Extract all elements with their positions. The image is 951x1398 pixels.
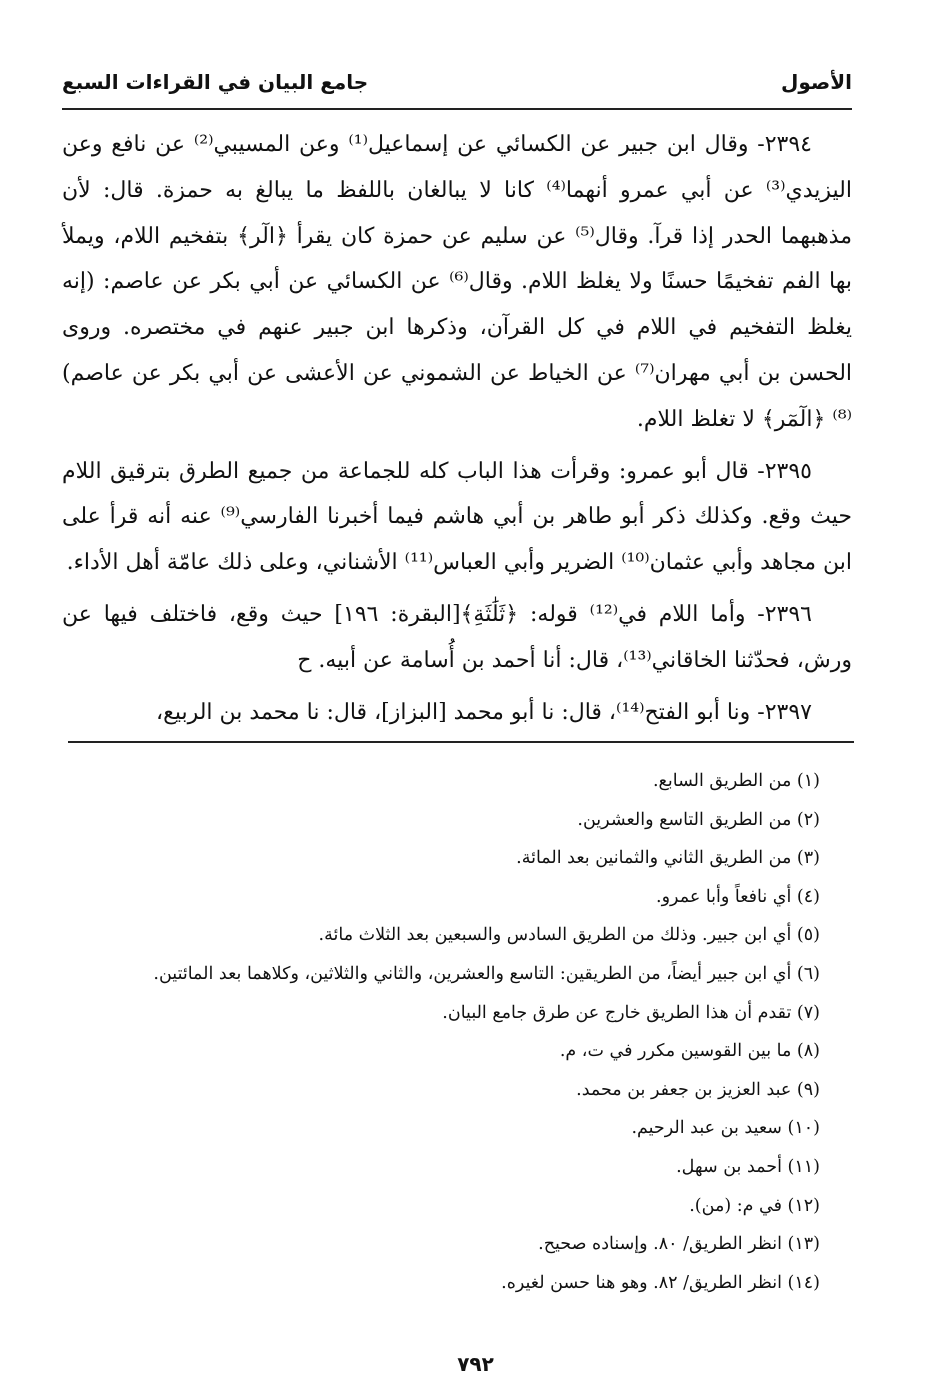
footnotes [62,762,852,1302]
footnote: (١٤) انظر الطريق/ ٨٢. وهو هنا حسن لغيره. [501,1272,820,1293]
footnote: (٦) أي ابن جبير أيضاً، من الطريقين: التاسع والعشرين، والثاني والثلاثين، وكلاهما بعد المائتين. [153,963,820,984]
footnote: (١٣) انظر الطريق/ ٨٠. وإسناده صحيح. [538,1234,820,1255]
footnote: (١١) أحمد بن سهل. [676,1156,820,1177]
footnote: (٣) من الطريق الثاني والثمانين بعد المائة. [516,848,820,869]
footnote: (٧) تقدم أن هذا الطريق خارج عن طرق جامع البيان. [442,1002,820,1023]
footnote: (١٠) سعيد بن عبد الرحيم. [631,1118,820,1139]
paragraph-2394: ٢٣٩٤- وقال ابن جبير عن الكسائي عن إسماعيل⁽¹⁾ وعن المسيبي⁽²⁾ عن نافع وعن اليزيدي⁽³⁾ عن أبي عمرو أنهما⁽⁴⁾ كانا لا يبالغان باللفظ ما يبالغ به حمزة. قال: لأن مذهبهما الحدر إذا قرآ. وقال⁽⁵⁾ عن سليم عن حمزة كان يقرأ ﴿الٓر﴾ بتفخيم اللام، ويملأ بها الفم تفخيمًا حسنًا ولا يغلظ اللام. وقال⁽⁶⁾ عن الكسائي عن أبي بكر عن عاصم: (إنه يغلظ التفخيم في اللام في كل القرآن، وذكرها ابن جبير عنهم في مختصره. وروى الحسن بن أبي مهران⁽⁷⁾ عن الخياط عن الشموني عن الأعشى عن أبي بكر عن عاصم)⁽⁸⁾ ﴿الٓمٓر﴾ لا تغلظ اللام. [62,132,853,432]
main-text [62,122,852,741]
footnote-separator [68,741,854,743]
footnote: (١٢) في م: (من). [689,1195,820,1216]
footnote: (٥) أي ابن جبير. وذلك من الطريق السادس والسبعين بعد الثلاث مائة. [318,925,820,946]
paragraph-2395: ٢٣٩٥- قال أبو عمرو: وقرأت هذا الباب كله للجماعة من جميع الطرق بترقيق اللام حيث وقع. وكذلك ذكر أبو طاهر بن أبي هاشم فيما أخبرنا الفارسي⁽⁹⁾ عنه أنه قرأ على ابن مجاهد وأبي عثمان⁽¹⁰⁾ الضرير وأبي العباس⁽¹¹⁾ الأشناني، وعلى ذلك عامّة أهل الأداء. [62,458,852,576]
footnote: (٤) أي نافعاً وأبا عمرو. [656,886,820,907]
book-title: جامع البيان في القراءات السبع [62,70,369,94]
footnote: (٩) عبد العزيز بن جعفر بن محمد. [576,1079,820,1100]
chapter-title: الأصول [781,70,852,94]
footnote: (٨) ما بين القوسين مكرر في ت، م. [559,1041,820,1062]
running-header [62,68,852,110]
paragraph-2396: ٢٣٩٦- وأما اللام في⁽¹²⁾ قوله: ﴿ثَلَٰثَةِ﴾[البقرة: ١٩٦] حيث وقع، فاختلف فيها عن ورش، فحدّثنا الخاقاني⁽¹³⁾، قال: أنا أحمد بن أُسامة عن أبيه. ح [62,601,852,673]
page-number: ٧٩٢ [457,1352,494,1376]
footnote: (١) من الطريق السابع. [652,771,820,791]
paragraph-2397: ٢٣٩٧- ونا أبو الفتح⁽¹⁴⁾، قال: نا أبو محمد [البزاز]، قال: نا محمد بن الربيع، [156,699,812,725]
footnote: (٢) من الطريق التاسع والعشرين. [577,809,820,830]
